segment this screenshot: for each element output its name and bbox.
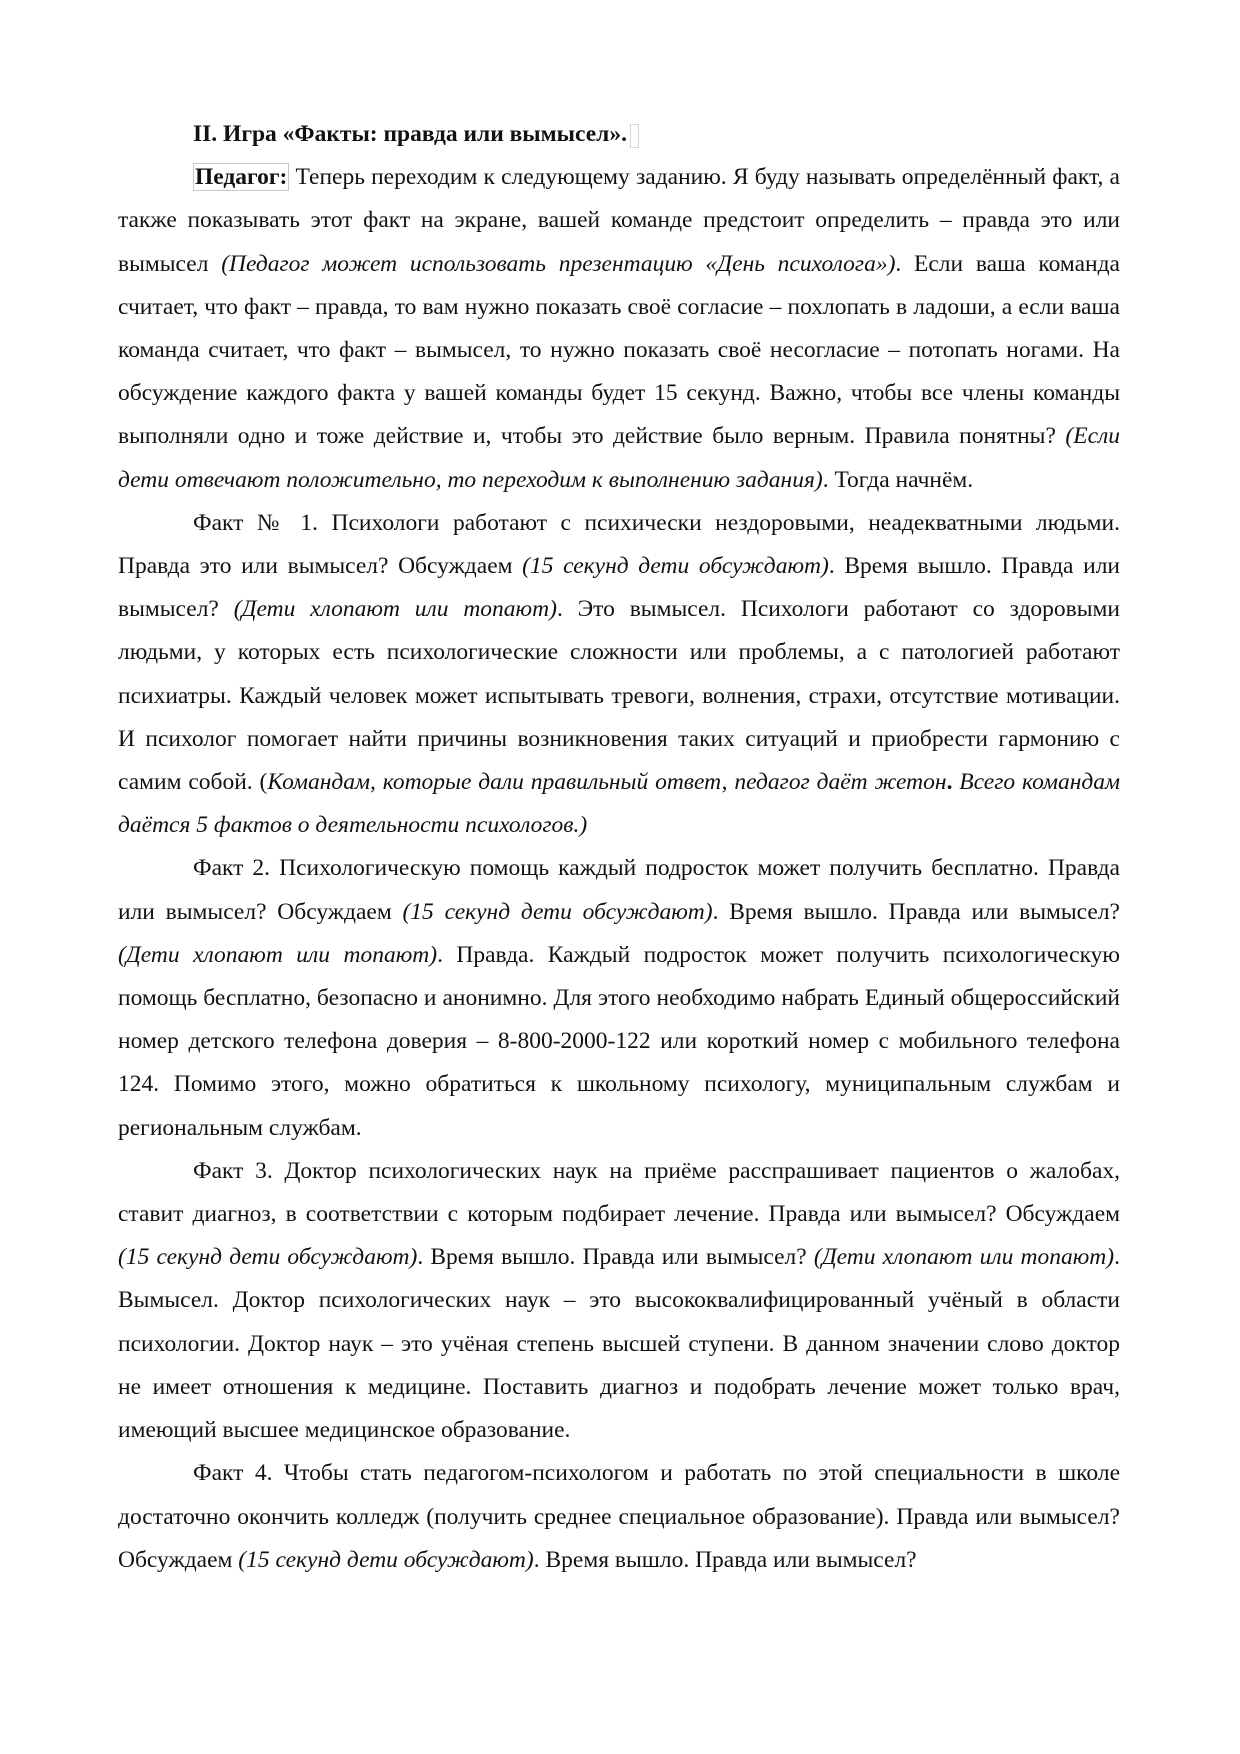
- stage-note: (15 секунд дети обсуждают): [402, 898, 713, 925]
- stage-note: (Дети хлопают или топают): [118, 941, 438, 968]
- paragraph-fact-4: Факт 4. Чтобы стать педагогом-психологом и работать по этой специальности в школе достаточно окончить колледж (получить среднее специальное образование). Правда или вымысел? Обсуждаем (15 секунд дети обсуждают). Время вышло. Правда или вымысел?: [118, 1460, 1120, 1573]
- speaker-label: Педагог:: [195, 164, 288, 191]
- stage-note: (Дети хлопают или топают): [813, 1244, 1115, 1271]
- document-body: [118, 113, 1120, 1582]
- stage-note: (Если дети отвечают положительно, то переходим к выполнению задания): [118, 423, 1120, 493]
- section-heading: II. Игра «Факты: правда или вымысел».: [118, 113, 1120, 156]
- stage-note: (15 секунд дети обсуждают): [522, 553, 829, 580]
- paragraph-fact-1: Факт № 1. Психологи работают с психически нездоровыми, неадекватными людьми. Правда это или вымысел? Обсуждаем (15 секунд дети обсуждают). Время вышло. Правда или вымысел? (Дети хлопают или топают). Это вымысел. Психологи работают со здоровыми людьми, у которых есть психологические сложности или проблемы, а с патологией работают психиатры. Каждый человек может испытывать тревоги, волнения, страхи, отсутствие мотивации. И психолог помогает найти причины возникновения таких ситуаций и приобрести гармонию с самим собой. (Командам, которые дали правильный ответ, педагог даёт жетон. Всего командам даётся 5 фактов о деятельности психологов.): [118, 509, 1120, 839]
- stage-note: Всего командам даётся 5 фактов о деятельности психологов.): [118, 769, 1120, 839]
- stage-note: Командам, которые дали правильный ответ, педагог даёт жетон: [267, 769, 947, 796]
- stage-note: (Педагог может использовать презентацию «День психолога»): [221, 250, 896, 277]
- paragraph-intro: Педагог: Теперь переходим к следующему заданию. Я буду называть определённый факт, а также показывать этот факт на экране, вашей команде предстоит определить – правда это или вымысел (Педагог может использовать презентацию «День психолога»). Если ваша команда считает, что факт – правда, то вам нужно показать своё согласие – похлопать в ладоши, а если ваша команда считает, что факт – вымысел, то нужно показать своё несогласие – потопать ногами. На обсуждение каждого факта у вашей команды будет 15 секунд. Важно, чтобы все члены команды выполняли одно и тоже действие и, чтобы это действие было верным. Правила понятны? (Если дети отвечают положительно, то переходим к выполнению задания). Тогда начнём.: [118, 164, 1120, 493]
- stage-note: (Дети хлопают или топают): [233, 596, 557, 623]
- text-cursor-mark: [630, 124, 639, 148]
- stage-note: (15 секунд дети обсуждают): [238, 1546, 534, 1573]
- paragraph-fact-2: Факт 2. Психологическую помощь каждый подросток может получить бесплатно. Правда или вымысел? Обсуждаем (15 секунд дети обсуждают). Время вышло. Правда или вымысел? (Дети хлопают или топают). Правда. Каждый подросток может получить психологическую помощь бесплатно, безопасно и анонимно. Для этого необходимо набрать Единый общероссийский номер детского телефона доверия – 8-800-2000-122 или короткий номер с мобильного телефона 124. Помимо этого, можно обратиться к школьному психологу, муниципальным службам и региональным службам.: [118, 855, 1120, 1141]
- paragraph-fact-3: Факт 3. Доктор психологических наук на приёме расспрашивает пациентов о жалобах, ставит диагноз, в соответствии с которым подбирает лечение. Правда или вымысел? Обсуждаем (15 секунд дети обсуждают). Время вышло. Правда или вымысел? (Дети хлопают или топают). Вымысел. Доктор психологических наук – это высококвалифицированный учёный в области психологии. Доктор наук – это учёная степень высшей ступени. В данном значении слово доктор не имеет отношения к медицине. Поставить диагноз и подобрать лечение может только врач, имеющий высшее медицинское образование.: [118, 1157, 1120, 1444]
- stage-note: (15 секунд дети обсуждают): [118, 1244, 418, 1271]
